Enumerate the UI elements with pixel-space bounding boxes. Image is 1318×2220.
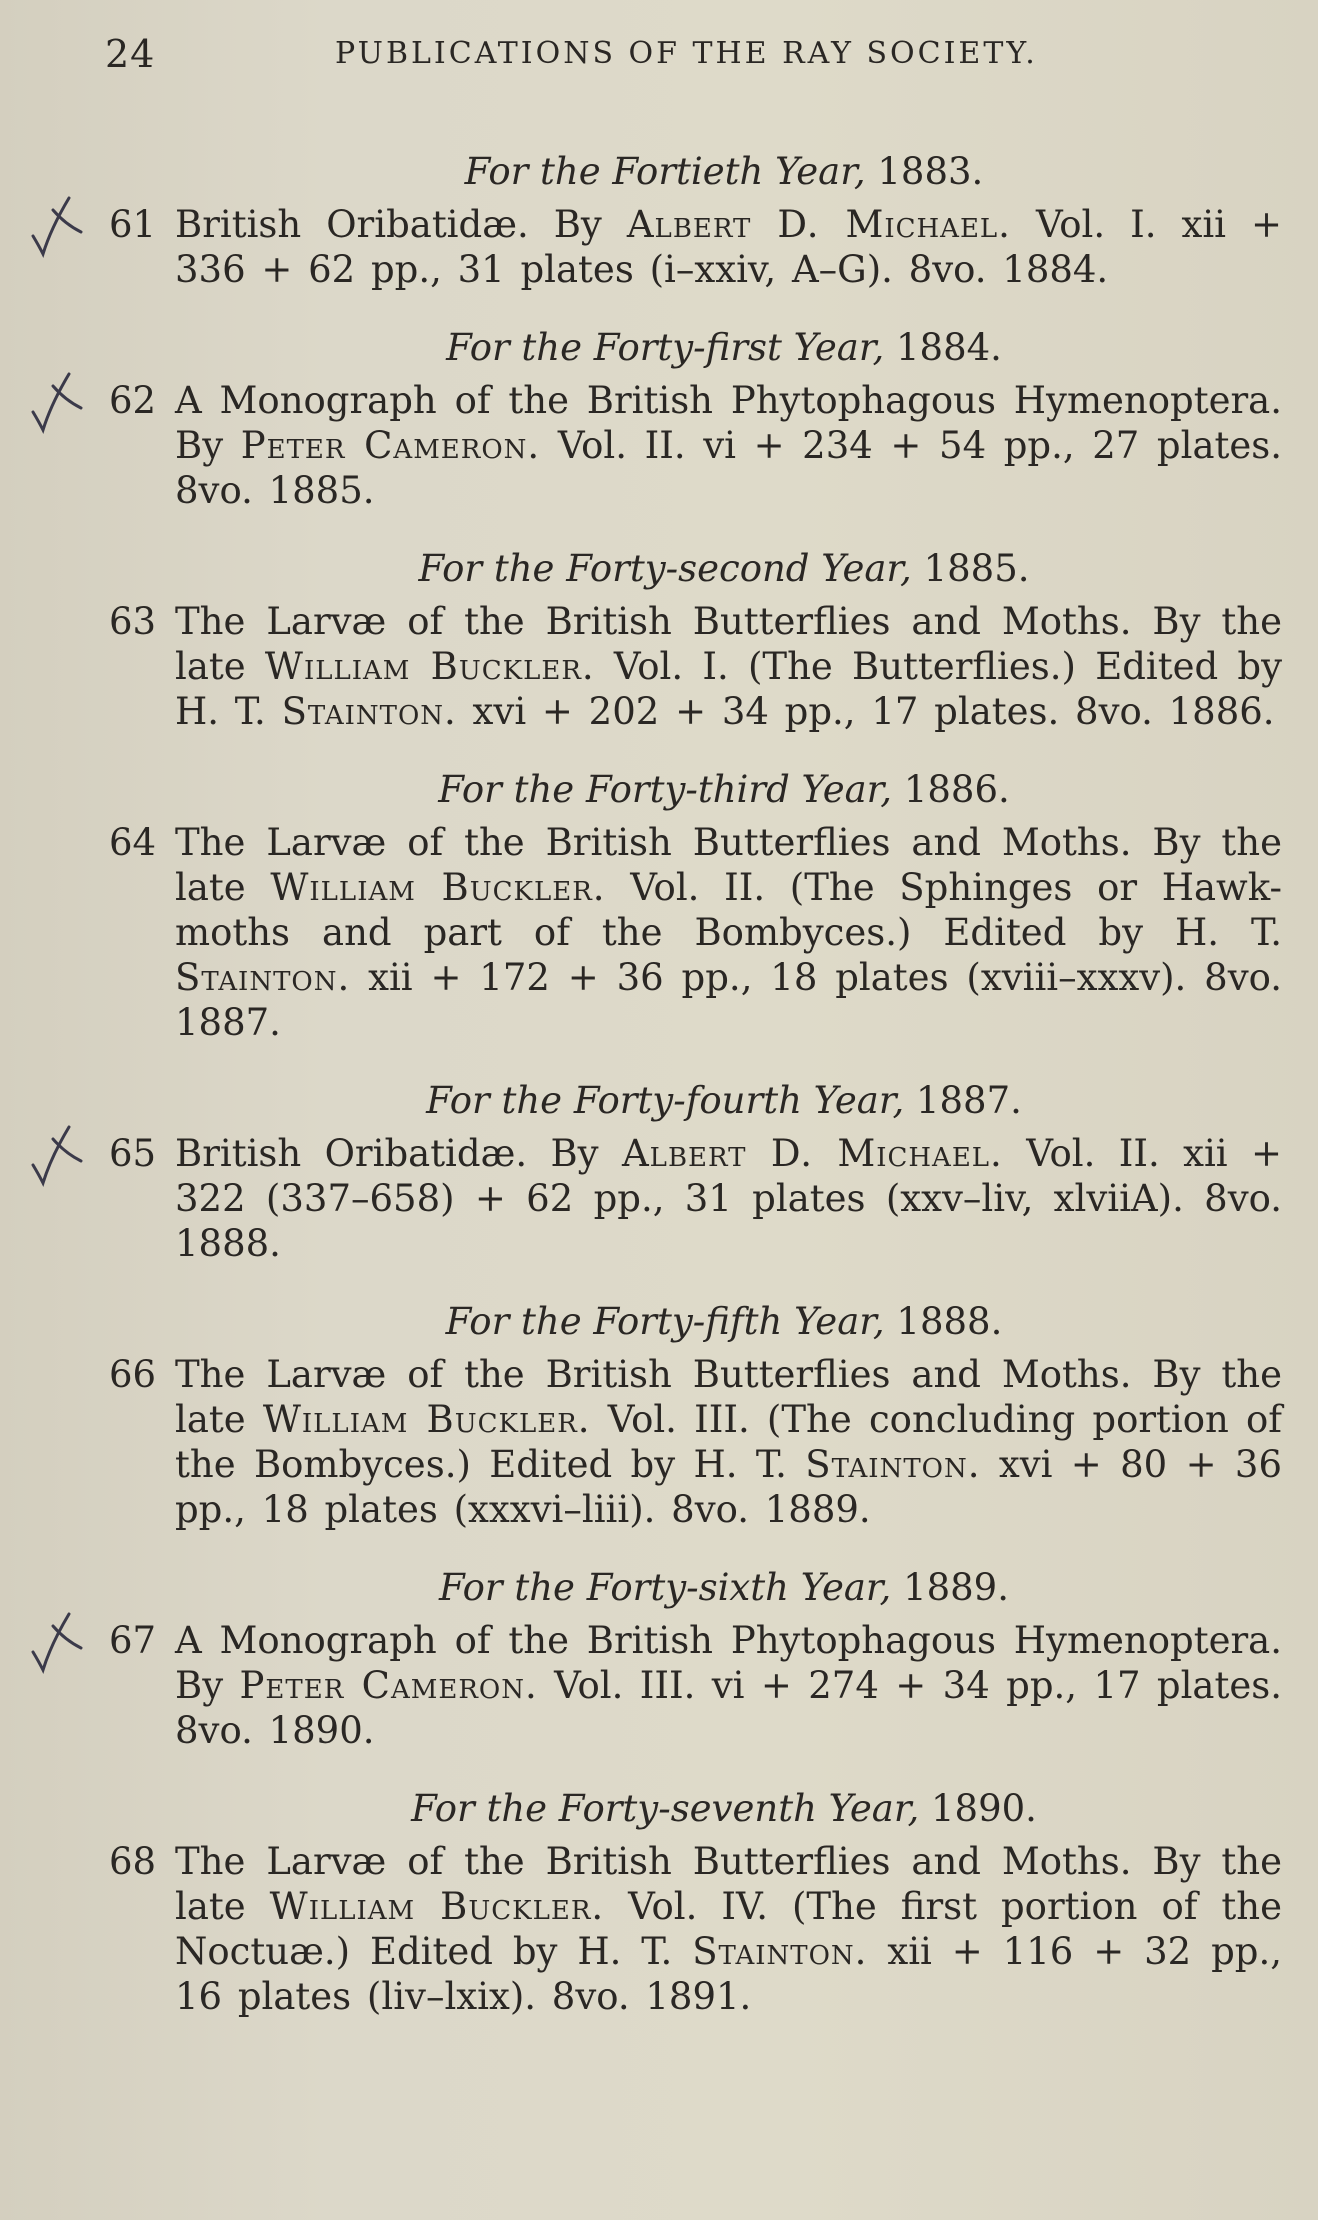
entry-editor: Stainton. (281, 690, 457, 733)
year-heading-year: 1889. (903, 1566, 1009, 1609)
publication-entry (109, 820, 1282, 1045)
pencil-check-mark-icon (25, 364, 105, 444)
year-heading (0, 1787, 1318, 1831)
publication-list (0, 150, 1318, 2019)
publication-section (0, 1787, 1318, 2019)
year-heading-text: For the Forty-seventh Year, (411, 1787, 920, 1830)
publication-section (0, 1300, 1318, 1532)
publication-entry (109, 378, 1283, 513)
entry-number: 67 (109, 1619, 157, 1662)
publication-entry (109, 1352, 1282, 1532)
entry-tail: xvi + 80 + 36 pp., 18 plates (xxxvi–liii). 8vo. 1889. (175, 1443, 1282, 1531)
entry-title: The Larvæ of the British Butterflies and Moths. By the late (175, 1840, 1282, 1928)
entry-number: 62 (109, 379, 157, 422)
year-heading-year: 1884. (895, 326, 1002, 369)
entry-details: Vol. III. vi + 274 + 34 pp., 17 plates. 8vo. 1890. (175, 1664, 1283, 1752)
entry-author: William Buckler. (269, 1885, 605, 1928)
year-heading-year: 1890. (930, 1787, 1037, 1830)
year-heading (0, 1300, 1318, 1344)
publication-section (0, 768, 1318, 1045)
publication-entry (109, 1618, 1283, 1753)
publication-section (0, 326, 1318, 513)
publication-section (0, 547, 1318, 734)
entry-tail: xii + 172 + 36 pp., 18 plates (xviii–xxxv). 8vo. 1887. (175, 956, 1282, 1044)
year-heading-year: 1888. (896, 1300, 1003, 1343)
year-heading (0, 1566, 1318, 1610)
year-heading-text: For the Forty-sixth Year, (438, 1566, 892, 1609)
pencil-check-mark-icon (25, 1117, 105, 1197)
entry-author: William Buckler. (264, 645, 595, 688)
running-head (105, 28, 1258, 88)
year-heading-year: 1883. (877, 150, 984, 193)
entry-title: A Monograph of the British Phytophagous Hymenoptera. By (175, 1619, 1282, 1707)
pencil-check-mark-icon (25, 1604, 105, 1684)
publication-section (0, 150, 1318, 292)
entry-details: Vol. II. xii + 322 (337–658) + 62 pp., 31 plates (xxv–liv, xlviiA). 8vo. 1888. (175, 1132, 1282, 1265)
entry-editor: Stainton. (175, 956, 351, 999)
publication-entry (109, 1839, 1283, 2019)
entry-details: Vol. II. (The Sphinges or Hawk-moths and part of the Bombyces.) Edited by H. T. (175, 866, 1282, 954)
publication-entry (109, 599, 1283, 734)
year-heading-text: For the Fortieth Year, (464, 150, 866, 193)
entry-title: The Larvæ of the British Butterflies and Moths. By the late (175, 1353, 1282, 1441)
entry-author: Peter Cameron. (240, 424, 541, 467)
year-heading (0, 326, 1318, 370)
entry-editor: Stainton. (805, 1443, 981, 1486)
year-heading-text: For the Forty-second Year, (418, 547, 912, 590)
entry-title: The Larvæ of the British Butterflies and Moths. By the late (175, 600, 1282, 688)
entry-details: Vol. I. (The Butterflies.) Edited by H. T. (175, 645, 1283, 733)
entry-number: 63 (109, 600, 157, 643)
year-heading (0, 547, 1318, 591)
entry-title: British Oribatidæ. By (175, 203, 602, 246)
year-heading-text: For the Forty-third Year, (438, 768, 893, 811)
year-heading-text: For the Forty-first Year, (446, 326, 885, 369)
entry-details: Vol. II. vi + 234 + 54 pp., 27 plates. 8vo. 1885. (175, 424, 1283, 512)
entry-author: William Buckler. (262, 1398, 591, 1441)
entry-number: 66 (109, 1353, 157, 1396)
entry-author: Peter Cameron. (239, 1664, 538, 1707)
entry-tail: xvi + 202 + 34 pp., 17 plates. 8vo. 1886. (456, 690, 1275, 733)
entry-title: British Oribatidæ. By (175, 1132, 599, 1175)
entry-tail: xii + 116 + 32 pp., 16 plates (liv–lxix). 8vo. 1891. (175, 1930, 1283, 2018)
entry-title: A Monograph of the British Phytophagous Hymenoptera. By (175, 379, 1282, 467)
year-heading-year: 1886. (903, 768, 1010, 811)
publication-section (0, 1079, 1318, 1266)
entry-details: Vol. III. (The concluding portion of the Bombyces.) Edited by H. T. (175, 1398, 1282, 1486)
entry-number: 65 (109, 1132, 157, 1175)
entry-details: Vol. I. xii + 336 + 62 pp., 31 plates (i–xxiv, A–G). 8vo. 1884. (175, 203, 1283, 291)
year-heading (0, 1079, 1318, 1123)
entry-author: Albert D. Michael. (626, 203, 1011, 246)
pencil-check-mark-icon (25, 188, 105, 268)
year-heading-text: For the Forty-fourth Year, (426, 1079, 905, 1122)
year-heading-year: 1887. (915, 1079, 1022, 1122)
entry-number: 61 (109, 203, 157, 246)
publication-entry (109, 202, 1283, 292)
publication-entry (109, 1131, 1282, 1266)
page-number: 24 (105, 32, 156, 76)
entry-number: 68 (109, 1840, 157, 1883)
entry-author: Albert D. Michael. (621, 1132, 1003, 1175)
year-heading (0, 150, 1318, 194)
entry-number: 64 (109, 821, 157, 864)
year-heading-text: For the Forty-fifth Year, (445, 1300, 885, 1343)
header-title: PUBLICATIONS OF THE RAY SOCIETY. (335, 36, 1038, 71)
year-heading (0, 768, 1318, 812)
entry-title: The Larvæ of the British Butterflies and Moths. By the late (175, 821, 1282, 909)
entry-author: William Buckler. (270, 866, 606, 909)
year-heading-year: 1885. (923, 547, 1030, 590)
publication-section (0, 1566, 1318, 1753)
entry-editor: Stainton. (692, 1930, 868, 1973)
entry-details: Vol. IV. (The first portion of the Noctuæ.) Edited by H. T. (175, 1885, 1282, 1973)
